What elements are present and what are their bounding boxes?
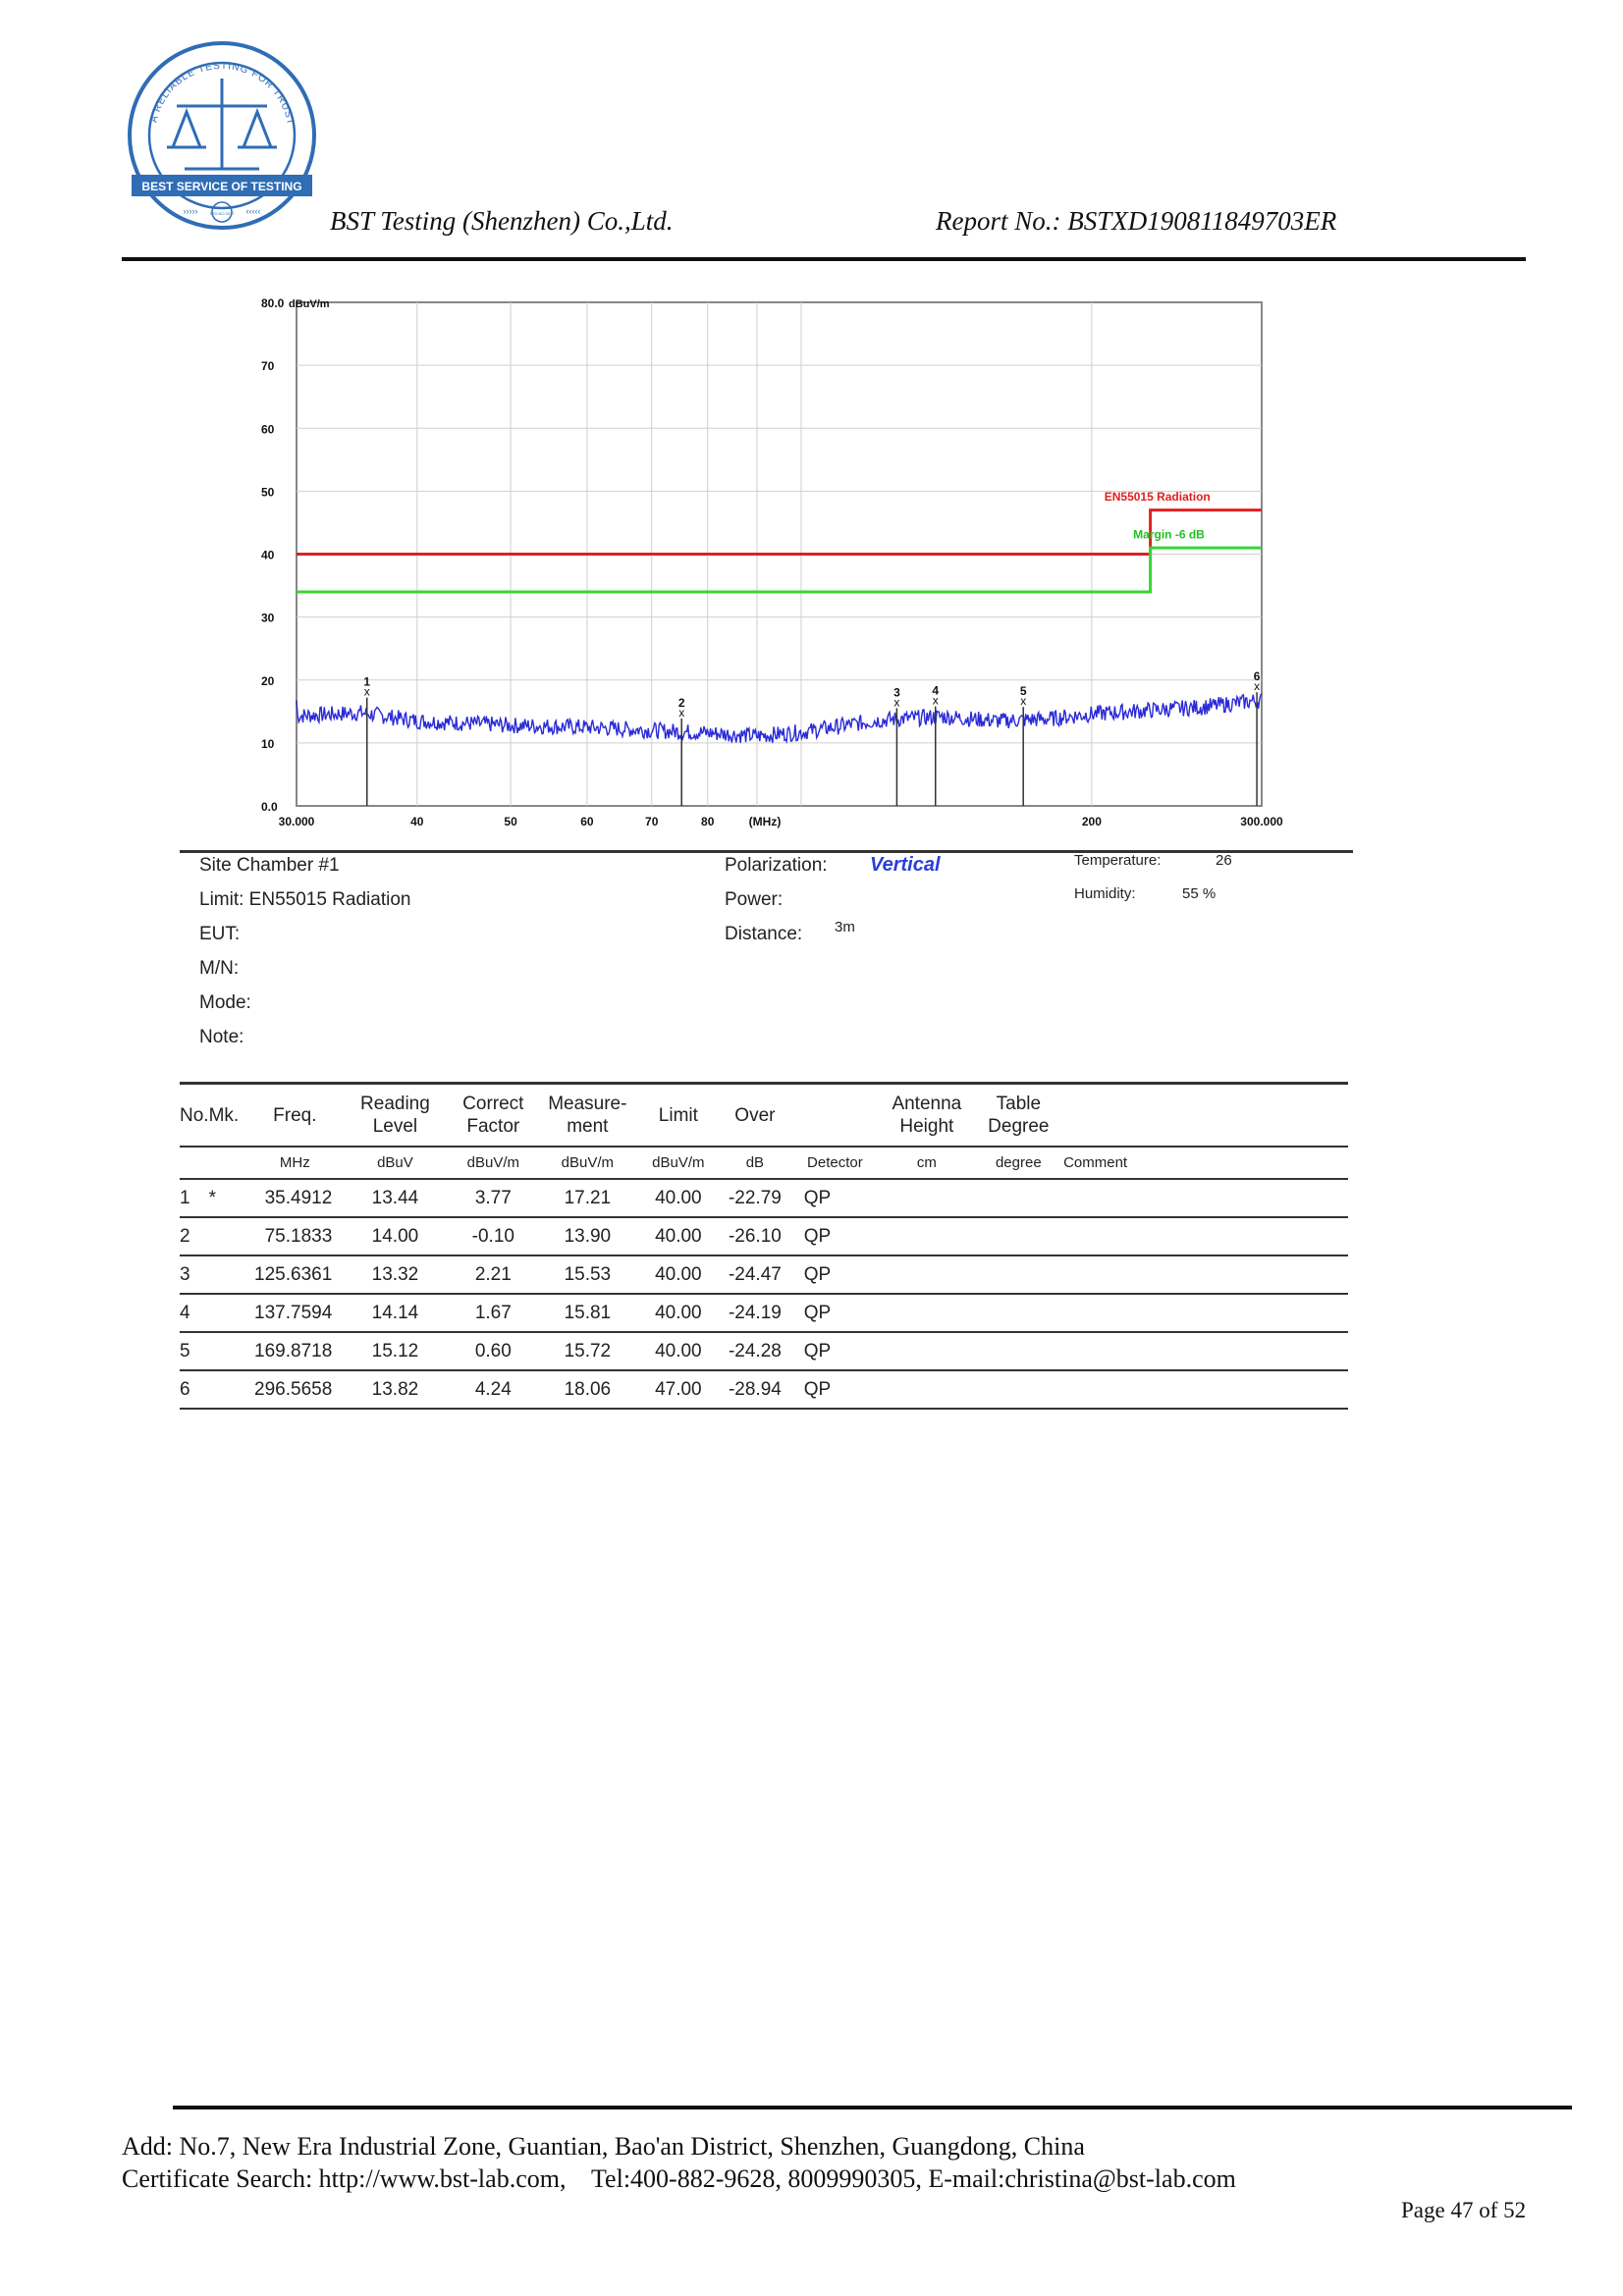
polarization-label: Polarization: xyxy=(725,855,828,876)
svg-text:‹‹‹‹‹: ‹‹‹‹‹ xyxy=(245,206,261,216)
table-header-row xyxy=(180,1084,1348,1148)
temperature-label: Temperature: xyxy=(1074,852,1162,869)
marker-x: x xyxy=(1020,694,1027,709)
table-cell xyxy=(1063,1217,1348,1255)
table-cell xyxy=(974,1332,1063,1370)
table-unit-cell: dBuV/m xyxy=(538,1147,637,1179)
marker-x: x xyxy=(678,705,685,720)
table-row xyxy=(180,1217,1348,1255)
x-tick-label: 80 xyxy=(701,815,715,828)
table-cell: 40.00 xyxy=(637,1332,720,1370)
table-header-cell xyxy=(790,1084,880,1148)
table-cell: 47.00 xyxy=(637,1370,720,1409)
table-cell: -28.94 xyxy=(720,1370,790,1409)
table-cell: 2.21 xyxy=(449,1255,538,1294)
header-report-number: Report No.: BSTXD190811849703ER xyxy=(936,206,1337,236)
table-cell: 75.1833 xyxy=(247,1217,342,1255)
table-cell: 15.81 xyxy=(538,1294,637,1332)
measurement-table xyxy=(180,1082,1348,1410)
logo-banner-text: BEST SERVICE OF TESTING xyxy=(141,180,302,193)
marker-label: 2 xyxy=(677,695,685,710)
table-unit-cell xyxy=(209,1147,248,1179)
table-cell: 6 xyxy=(180,1370,209,1409)
table-cell: 14.00 xyxy=(342,1217,448,1255)
marker-label: 3 xyxy=(893,685,900,700)
header-company-name: BST Testing (Shenzhen) Co.,Ltd. xyxy=(330,206,674,236)
eut-label: EUT: xyxy=(199,924,241,944)
y-tick-label: 70 xyxy=(261,359,275,374)
table-cell xyxy=(880,1370,974,1409)
table-cell: QP xyxy=(790,1370,880,1409)
y-top-label: 80.0 xyxy=(261,296,285,310)
table-cell xyxy=(974,1370,1063,1409)
company-logo xyxy=(126,39,318,232)
marker-x: x xyxy=(363,684,370,699)
table-cell xyxy=(1063,1370,1348,1409)
table-cell: 35.4912 xyxy=(247,1179,342,1217)
table-unit-cell: dB xyxy=(720,1147,790,1179)
margin-line-label: Margin -6 dB xyxy=(1133,527,1205,542)
table-cell xyxy=(880,1332,974,1370)
table-cell: QP xyxy=(790,1217,880,1255)
table-cell: 13.90 xyxy=(538,1217,637,1255)
table-header-cell: Reading Level xyxy=(342,1084,448,1148)
y-tick-label: 20 xyxy=(261,673,275,688)
table-cell: * xyxy=(209,1179,248,1217)
table-cell: 40.00 xyxy=(637,1179,720,1217)
humidity-value: 55 % xyxy=(1182,885,1217,902)
table-cell: 137.7594 xyxy=(247,1294,342,1332)
table-cell: 3 xyxy=(180,1255,209,1294)
y-axis-unit: dBuV/m xyxy=(289,298,330,310)
table-cell: 125.6361 xyxy=(247,1255,342,1294)
table-header-cell: Measure- ment xyxy=(538,1084,637,1148)
x-tick-label: 30.000 xyxy=(278,815,315,828)
table-cell: 15.12 xyxy=(342,1332,448,1370)
x-tick-label: 70 xyxy=(645,815,659,828)
table-unit-cell: MHz xyxy=(247,1147,342,1179)
table-cell: -24.47 xyxy=(720,1255,790,1294)
y-tick-label: 30 xyxy=(261,611,275,625)
table-row xyxy=(180,1370,1348,1409)
info-top-rule xyxy=(180,850,1353,853)
table-cell: 4 xyxy=(180,1294,209,1332)
limit-label: Limit: EN55015 Radiation xyxy=(199,889,411,910)
table-cell xyxy=(209,1255,248,1294)
table-cell: 40.00 xyxy=(637,1255,720,1294)
y-tick-label: 0.0 xyxy=(261,800,278,814)
table-cell: -24.28 xyxy=(720,1332,790,1370)
humidity-label: Humidity: xyxy=(1074,885,1136,902)
footer-address: Add: No.7, New Era Industrial Zone, Guantian, Bao'an District, Shenzhen, Guangdong, China xyxy=(122,2132,1085,2161)
emission-chart-svg xyxy=(236,273,1296,842)
table-cell: 15.72 xyxy=(538,1332,637,1370)
table-cell: 13.44 xyxy=(342,1179,448,1217)
table-cell: 40.00 xyxy=(637,1217,720,1255)
table-header-cell: Antenna Height xyxy=(880,1084,974,1148)
table-cell: QP xyxy=(790,1332,880,1370)
table-header-cell: Limit xyxy=(637,1084,720,1148)
table-cell xyxy=(974,1217,1063,1255)
table-cell: 13.82 xyxy=(342,1370,448,1409)
table-cell xyxy=(974,1294,1063,1332)
table-cell: 3.77 xyxy=(449,1179,538,1217)
table-cell: -24.19 xyxy=(720,1294,790,1332)
table-header-cell: Freq. xyxy=(247,1084,342,1148)
table-row xyxy=(180,1294,1348,1332)
site-label: Site Chamber #1 xyxy=(199,855,340,876)
table-row xyxy=(180,1332,1348,1370)
logo-stamp-text: STD.NO 2017 xyxy=(209,211,235,216)
table-row xyxy=(180,1255,1348,1294)
marker-label: 1 xyxy=(363,674,371,689)
table-unit-cell: cm xyxy=(880,1147,974,1179)
table-cell: QP xyxy=(790,1255,880,1294)
table-header-cell: Table Degree xyxy=(974,1084,1063,1148)
footer-contact: Certificate Search: http://www.bst-lab.com, Tel:400-882-9628, 8009990305, E-mail:christina@bst-lab.com xyxy=(122,2164,1236,2193)
table-cell xyxy=(880,1255,974,1294)
table-cell xyxy=(880,1179,974,1217)
table-cell: 18.06 xyxy=(538,1370,637,1409)
mode-label: Mode: xyxy=(199,992,251,1013)
table-cell: QP xyxy=(790,1179,880,1217)
svg-text:›››››: ››››› xyxy=(183,206,198,216)
table-row xyxy=(180,1179,1348,1217)
table-cell: 13.32 xyxy=(342,1255,448,1294)
emission-chart xyxy=(236,273,1296,842)
distance-label: Distance: xyxy=(725,924,803,944)
table-cell: 40.00 xyxy=(637,1294,720,1332)
polarization-value: Vertical xyxy=(870,854,941,876)
x-tick-label: 40 xyxy=(410,815,424,828)
table-cell: QP xyxy=(790,1294,880,1332)
table-cell: 2 xyxy=(180,1217,209,1255)
table-cell xyxy=(209,1370,248,1409)
marker-x: x xyxy=(1254,679,1261,694)
x-tick-label: 60 xyxy=(580,815,594,828)
page-number: Page 47 of 52 xyxy=(1401,2198,1527,2222)
table-cell: -0.10 xyxy=(449,1217,538,1255)
distance-value: 3m xyxy=(835,919,855,935)
table-cell xyxy=(209,1217,248,1255)
table-cell: -22.79 xyxy=(720,1179,790,1217)
table-header-cell: Mk. xyxy=(209,1084,248,1148)
table-cell: 169.8718 xyxy=(247,1332,342,1370)
table-cell xyxy=(1063,1179,1348,1217)
table-header-cell: Correct Factor xyxy=(449,1084,538,1148)
table-cell: 5 xyxy=(180,1332,209,1370)
table-cell xyxy=(1063,1255,1348,1294)
table-units-row xyxy=(180,1147,1348,1179)
x-axis-unit: (MHz) xyxy=(748,815,782,828)
table-unit-cell: dBuV xyxy=(342,1147,448,1179)
logo-ring-text: A RELIABLE TESTING FOR TRUST xyxy=(148,60,297,127)
x-tick-label: 300.000 xyxy=(1240,815,1283,828)
y-tick-label: 60 xyxy=(261,422,275,437)
y-tick-label: 50 xyxy=(261,485,275,500)
table-cell: 1.67 xyxy=(449,1294,538,1332)
table-cell xyxy=(209,1332,248,1370)
y-tick-label: 10 xyxy=(261,736,275,751)
table-unit-cell xyxy=(180,1147,209,1179)
x-tick-label: 200 xyxy=(1081,815,1102,828)
table-cell xyxy=(1063,1294,1348,1332)
marker-label: 5 xyxy=(1019,684,1027,699)
note-label: Note: xyxy=(199,1027,244,1047)
table-cell xyxy=(1063,1332,1348,1370)
mn-label: M/N: xyxy=(199,958,240,979)
table-cell: -26.10 xyxy=(720,1217,790,1255)
table-header-cell: Over xyxy=(720,1084,790,1148)
table-cell xyxy=(209,1294,248,1332)
x-tick-label: 50 xyxy=(504,815,517,828)
temperature-value: 26 xyxy=(1216,852,1232,869)
table-cell: 4.24 xyxy=(449,1370,538,1409)
table-cell: 17.21 xyxy=(538,1179,637,1217)
marker-x: x xyxy=(932,693,939,708)
table-header-cell xyxy=(1063,1084,1348,1148)
table-cell: 14.14 xyxy=(342,1294,448,1332)
table-unit-cell: dBuV/m xyxy=(449,1147,538,1179)
header-divider xyxy=(122,257,1526,261)
table-cell xyxy=(974,1255,1063,1294)
table-unit-cell: degree xyxy=(974,1147,1063,1179)
table-cell xyxy=(974,1179,1063,1217)
power-label: Power: xyxy=(725,889,784,910)
table-cell: 0.60 xyxy=(449,1332,538,1370)
marker-x: x xyxy=(893,695,900,710)
limit-line-label: EN55015 Radiation xyxy=(1104,489,1211,504)
table-cell xyxy=(880,1294,974,1332)
logo-emblem xyxy=(126,39,318,232)
table-unit-cell: dBuV/m xyxy=(637,1147,720,1179)
table-cell: 296.5658 xyxy=(247,1370,342,1409)
table-unit-cell: Detector xyxy=(790,1147,880,1179)
table-cell: 1 xyxy=(180,1179,209,1217)
table-cell xyxy=(880,1217,974,1255)
table-unit-cell: Comment xyxy=(1063,1147,1348,1179)
marker-label: 4 xyxy=(932,683,940,698)
table-header-cell: No. xyxy=(180,1084,209,1148)
table-cell: 15.53 xyxy=(538,1255,637,1294)
marker-label: 6 xyxy=(1253,669,1261,684)
y-tick-label: 40 xyxy=(261,548,275,562)
footer-divider xyxy=(173,2106,1572,2109)
